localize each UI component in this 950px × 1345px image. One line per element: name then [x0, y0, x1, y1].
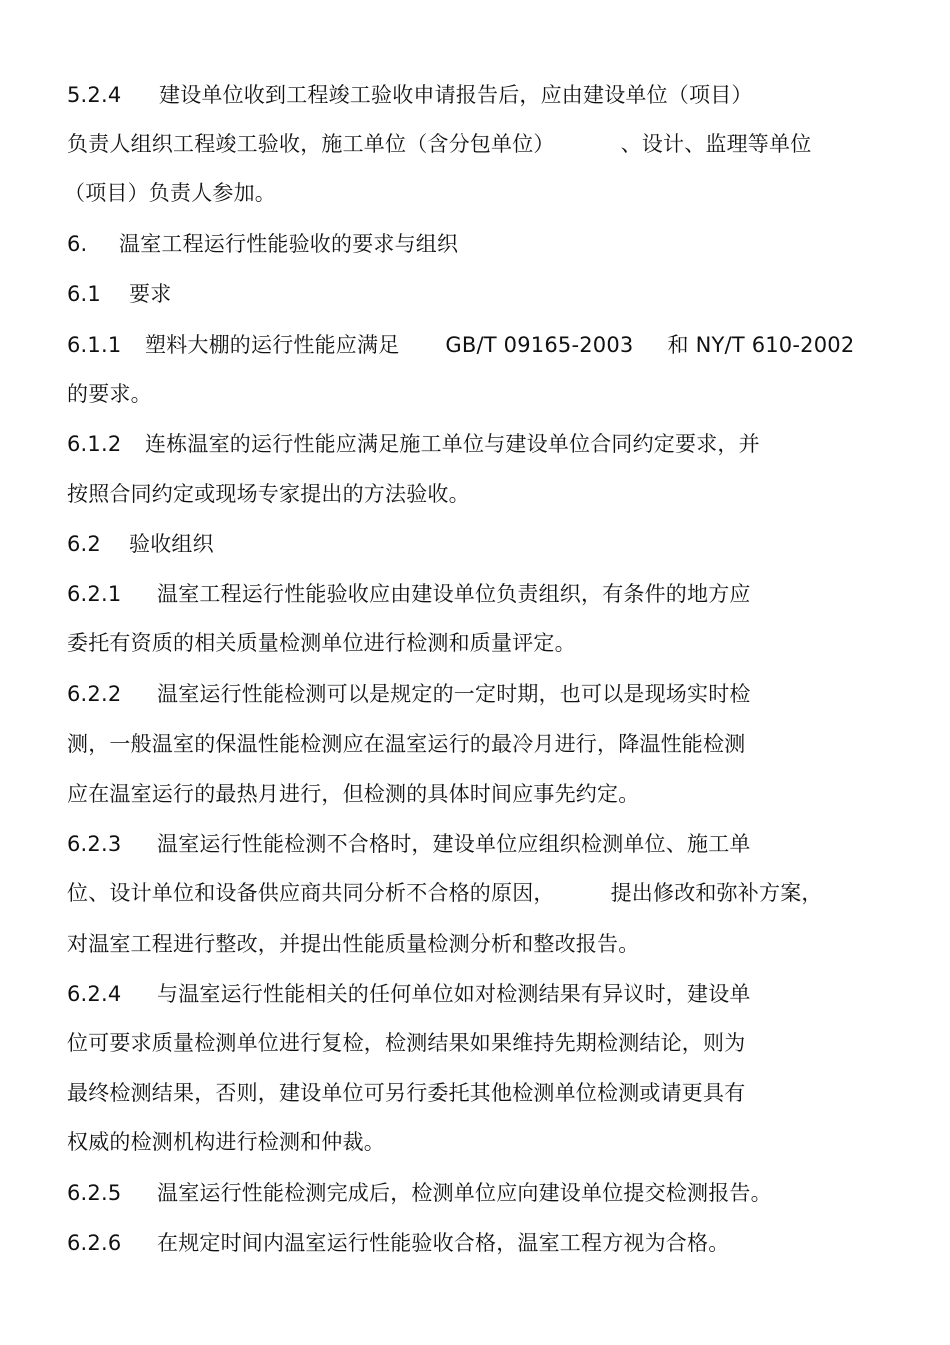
section-6-1-heading: [67, 279, 171, 309]
clause-text: 位、设计单位和设备供应商共同分析不合格的原因，: [67, 881, 555, 905]
clause-text: 温室运行性能检测完成后，检测单位应向建设单位提交检测报告。: [157, 1181, 772, 1205]
clause-text: 对温室工程进行整改，并提出性能质量检测分析和整改报告。: [67, 932, 640, 956]
clause-number: 6.1.1: [67, 333, 122, 357]
section-number: 6.1: [67, 282, 101, 306]
clause-6-2-1-line-2: [67, 628, 576, 658]
section-title: 验收组织: [129, 532, 214, 556]
standard-code: GB/T 09165-2003: [445, 333, 634, 357]
clause-text: 提出修改和弥补方案，: [610, 881, 823, 905]
clause-6-2-6-line-1: [67, 1228, 729, 1258]
section-number: 6.2: [67, 532, 101, 556]
clause-6-2-3-line-1: [67, 829, 751, 859]
clause-text: 温室工程运行性能验收应由建设单位负责组织，有条件的地方应: [157, 582, 751, 606]
clause-6-2-4-line-4: [67, 1127, 385, 1157]
clause-text: 温室运行性能检测可以是规定的一定时期，也可以是现场实时检: [157, 682, 751, 706]
clause-text: 按照合同约定或现场专家提出的方法验收。: [67, 482, 470, 506]
clause-6-1-1-line-2: [67, 379, 152, 409]
section-title: 温室工程运行性能验收的要求与组织: [119, 232, 459, 256]
clause-6-2-4-line-2: [67, 1028, 745, 1058]
clause-6-1-2-line-2: [67, 479, 470, 509]
clause-text: 位可要求质量检测单位进行复检，检测结果如果维持先期检测结论，则为: [67, 1031, 746, 1055]
clause-text: 委托有资质的相关质量检测单位进行检测和质量评定。: [67, 631, 576, 655]
clause-text: 的要求。: [67, 382, 152, 406]
clause-text: 最终检测结果，否则，建设单位可另行委托其他检测单位检测或请更具有: [67, 1081, 746, 1105]
clause-number: 6.1.2: [67, 432, 122, 456]
clause-text: 应在温室运行的最热月进行，但检测的具体时间应事先约定。: [67, 782, 640, 806]
clause-6-2-4-line-3: [67, 1078, 745, 1108]
clause-number: 5.2.4: [67, 83, 122, 107]
section-number: 6.: [67, 232, 88, 256]
clause-number: 6.2.6: [67, 1231, 122, 1255]
clause-6-2-5-line-1: [67, 1178, 772, 1208]
clause-text: 与温室运行性能相关的任何单位如对检测结果有异议时，建设单: [157, 982, 751, 1006]
clause-6-1-2-line-1: [67, 429, 760, 459]
clause-text: 塑料大棚的运行性能应满足: [145, 333, 400, 357]
clause-text: （项目）负责人参加。: [64, 181, 276, 205]
clause-text: 负责人组织工程竣工验收，施工单位（含分包单位）: [67, 132, 555, 156]
clause-text: 连栋温室的运行性能应满足施工单位与建设单位合同约定要求，并: [145, 432, 760, 456]
clause-5-2-4-line-3: [64, 178, 276, 208]
clause-6-2-3-line-3: [67, 929, 639, 959]
clause-6-2-2-line-1: [67, 679, 751, 709]
clause-6-2-4-line-1: [67, 979, 751, 1009]
clause-6-2-1-line-1: [67, 579, 751, 609]
clause-text: 测，一般温室的保温性能检测应在温室运行的最冷月进行，降温性能检测: [67, 732, 746, 756]
clause-number: 6.2.1: [67, 582, 122, 606]
clause-text: 温室运行性能检测不合格时，建设单位应组织检测单位、施工单: [157, 832, 751, 856]
section-6-2-heading: [67, 529, 214, 559]
clause-6-2-2-line-3: [67, 779, 639, 809]
clause-5-2-4-line-1: [67, 80, 753, 110]
clause-6-2-2-line-2: [67, 729, 745, 759]
clause-number: 6.2.5: [67, 1181, 122, 1205]
standard-code: 和 NY/T 610-2002: [667, 333, 855, 357]
clause-number: 6.2.3: [67, 832, 122, 856]
clause-5-2-4-line-2: [67, 129, 811, 159]
clause-text: 、设计、监理等单位: [620, 132, 812, 156]
clause-text: 权威的检测机构进行检测和仲裁。: [67, 1130, 385, 1154]
clause-number: 6.2.4: [67, 982, 122, 1006]
clause-text: 建设单位收到工程竣工验收申请报告后，应由建设单位（项目）: [159, 83, 753, 107]
clause-6-1-1-line-1: [67, 330, 854, 360]
clause-6-2-3-line-2: [67, 878, 823, 908]
clause-text: 在规定时间内温室运行性能验收合格，温室工程方视为合格。: [157, 1231, 730, 1255]
clause-number: 6.2.2: [67, 682, 122, 706]
section-title: 要求: [129, 282, 172, 306]
section-6-heading: [67, 229, 458, 259]
